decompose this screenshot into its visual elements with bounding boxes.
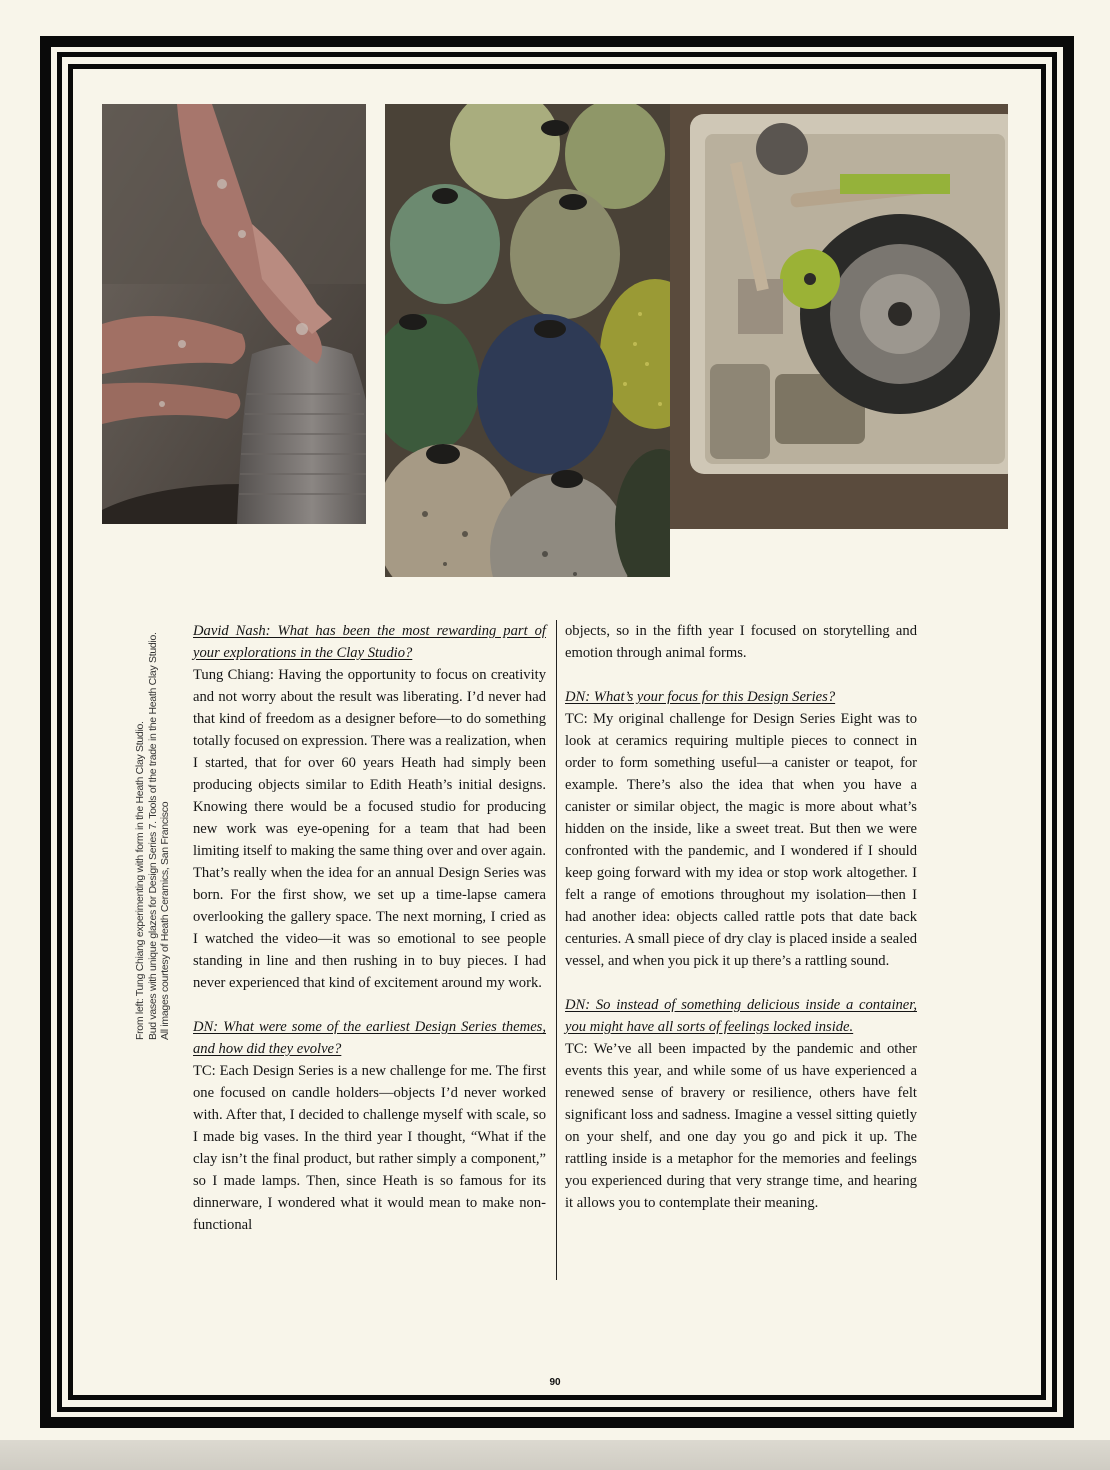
bud-vases-photo xyxy=(385,104,670,577)
question-1: David Nash: What has been the most rewarding part of your explorations in the Clay Studio? xyxy=(193,623,546,661)
answer-1: Tung Chiang: Having the opportunity to focus on creativity and not worry about the result was liberating. I’d never had that kind of freedom as a designer before—to do something totally focused on expression. There was a realization, when I started, that for over 60 years Heath had simply been producing objects similar to Edith Heath’s initial designs. Knowing there would be a focused studio for producing new work was eye-opening for a team that had been limiting itself to making the same thing over and over again. That’s really when the idea for an annual Design Series was born. For the first show, we set up a time-lapse camera overlooking the gallery space. The next morning, I cried as I watched the video—it was so emotional to see people standing in line and then rushing in to buy pieces. I had never experienced that kind of excitement around my work. xyxy=(193,667,547,991)
answer-2: TC: Each Design Series is a new challenge for me. The first one focused on candle holders—objects I’d never worked with. After that, I decided to challenge myself with scale, so I made big vases. In the third year I thought, “What if the clay isn’t the final product, but rather simply a component,” so I made lamps. Then, since Heath is so famous for its dinnerware, I wondered what it would mean to make non-functional xyxy=(193,1063,546,1233)
photo-caption xyxy=(134,620,182,1040)
question-4: DN: So instead of something delicious inside a container, you might have all sorts of feelings locked inside. xyxy=(565,997,917,1035)
caption-line-2: Bud vases with unique glazes for Design Series 7. Tools of the trade in the Heath Clay Studio. xyxy=(146,632,159,1040)
answer-2-continued: objects, so in the fifth year I focused on storytelling and emotion through animal forms. xyxy=(565,623,917,661)
page-number: 90 xyxy=(549,1377,561,1388)
hand-throwing-clay-photo xyxy=(102,104,366,524)
question-3: DN: What’s your focus for this Design Series? xyxy=(565,689,836,705)
question-2: DN: What were some of the earliest Design Series themes, and how did they evolve? xyxy=(193,1019,546,1057)
caption-line-3: All images courtesy of Heath Ceramics, San Francisco xyxy=(159,801,171,1040)
caption-line-1: From left: Tung Chiang experimenting with form in the Heath Clay Studio. xyxy=(134,721,146,1040)
answer-3: TC: My original challenge for Design Series Eight was to look at ceramics requiring multiple pieces to connect in order to form something useful—a canister or teapot, for example. There’s also the idea that when you have a canister or similar object, the magic is more about what’s hidden on the inside, like a sweet treat. But then we were confronted with the pandemic, and I wondered if I should keep going forward with my idea or stop work altogether. I felt a range of emotions throughout my isolation—then I had another idea: objects called rattle pots that date back centuries. A small piece of dry clay is placed inside a sealed vessel, and when you pick it up there’s a rattling sound. xyxy=(565,711,917,969)
text-column-right xyxy=(565,620,917,1214)
column-divider xyxy=(556,620,557,1280)
answer-4: TC: We’ve all been impacted by the pandemic and other events this year, and while some of us have experienced a renewed sense of bravery or resilience, others have felt significant loss and sadness. Imagine a vessel sitting quietly on your shelf, and one day you go and pick it up. The rattling inside is a metaphor for the memories and feelings you experienced during that very strange time, and hearing it allows you to contemplate their meaning. xyxy=(565,1041,917,1211)
text-column-left xyxy=(193,620,546,1236)
viewer-bottom-strip xyxy=(0,1440,1110,1470)
clay-tools-tray-photo xyxy=(670,104,1008,529)
